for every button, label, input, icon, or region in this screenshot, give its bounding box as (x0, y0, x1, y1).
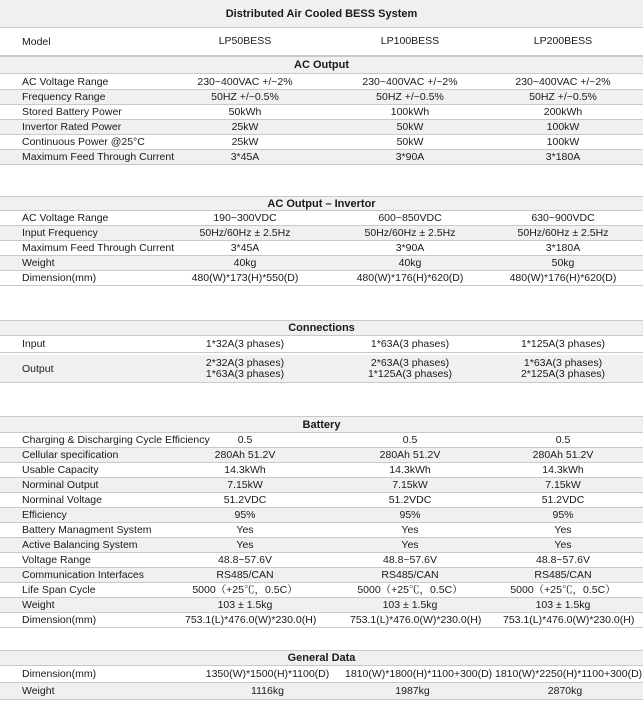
spec-value: 280Ah 51.2V (532, 448, 594, 461)
spec-value: Yes (401, 523, 419, 536)
spec-value: 40kg (398, 256, 422, 269)
section-header (0, 320, 643, 336)
spec-value: 51.2VDC (223, 493, 267, 506)
spec-row (0, 271, 643, 286)
spec-row (0, 583, 643, 598)
spec-value-stack (185, 358, 305, 380)
spec-value: 1*63A(3 phases) (523, 356, 603, 369)
spec-row (0, 120, 643, 135)
spec-row (0, 135, 643, 150)
spec-value: 3*90A (395, 150, 425, 163)
spec-value: 3*45A (230, 150, 260, 163)
spec-value: 600~850VDC (378, 211, 442, 224)
spec-value: 50HZ +/~0.5% (376, 90, 444, 103)
spec-value: 3*180A (545, 150, 581, 163)
spec-row (0, 433, 643, 448)
spec-label: Communication Interfaces (22, 569, 144, 581)
spec-value: 48.8~57.6V (382, 553, 437, 566)
spec-row (0, 666, 643, 683)
spec-value: 5000（+25℃，0.5C） (192, 583, 298, 596)
section-title: Battery (302, 418, 341, 431)
spec-value: 14.3kWh (224, 463, 266, 476)
spec-value: 200kWh (543, 105, 583, 118)
spec-label: Dimension(mm) (22, 614, 97, 626)
spec-row (0, 226, 643, 241)
document-title-bar (0, 0, 643, 28)
spec-value: 230~400VAC +/~2% (515, 75, 611, 88)
spec-value: 5000（+25℃，0.5C） (357, 583, 463, 596)
spec-value: 100kWh (390, 105, 430, 118)
spec-value: Yes (401, 538, 419, 551)
spec-value: 50HZ +/~0.5% (211, 90, 279, 103)
spec-label: Active Balancing System (22, 539, 138, 551)
spec-value: 1*63A(3 phases) (205, 367, 285, 380)
spec-label: Cellular specification (22, 449, 119, 461)
spec-value: 0.5 (402, 433, 418, 446)
spec-row (0, 613, 643, 628)
spec-value: 1810(W)*1800(H)*1100+300(D) (345, 667, 493, 680)
spec-label: Continuous Power @25°C (22, 136, 145, 148)
spec-value: 1810(W)*2250(H)*1100+300(D) (495, 667, 643, 680)
spec-row (0, 683, 643, 700)
spec-value: 7.15kW (227, 478, 263, 491)
spec-value: 480(W)*176(H)*620(D) (509, 271, 617, 284)
spec-value: 50kWh (228, 105, 262, 118)
section-header (0, 416, 643, 433)
spec-value: 103 ± 1.5kg (535, 598, 591, 611)
spec-value: 50kg (551, 256, 575, 269)
section-header (0, 196, 643, 211)
model-name: LP200BESS (533, 35, 593, 47)
spec-row (0, 538, 643, 553)
spec-value: 2*125A(3 phases) (520, 367, 606, 380)
spec-value: 51.2VDC (541, 493, 585, 506)
model-name: LP50BESS (218, 35, 272, 47)
spec-value: 480(W)*173(H)*550(D) (191, 271, 299, 284)
section-header (0, 56, 643, 74)
spec-value: 14.3kWh (542, 463, 584, 476)
spec-label: Charging & Discharging Cycle Efficiency (22, 434, 210, 446)
spec-value: 3*180A (545, 241, 581, 254)
spec-label: Weight (22, 685, 55, 697)
spec-value: 95% (234, 508, 256, 521)
spec-label: Output (22, 362, 54, 375)
spec-label: Weight (22, 599, 55, 611)
spec-label: Maximum Feed Through Current (22, 151, 175, 163)
spec-value: 753.1(L)*476.0(W)*230.0(H) (503, 613, 635, 626)
spec-row (0, 448, 643, 463)
spec-value: Yes (236, 538, 254, 551)
spec-value: 2*63A(3 phases) (370, 356, 450, 369)
spec-row (0, 75, 643, 90)
spec-value: 1*125A(3 phases) (520, 337, 606, 350)
spec-value: 280Ah 51.2V (379, 448, 441, 461)
spec-label: Voltage Range (22, 554, 91, 566)
spec-row (0, 508, 643, 523)
spec-value: 7.15kW (545, 478, 581, 491)
spec-value: 3*90A (395, 241, 425, 254)
spec-row (0, 211, 643, 226)
section-title: General Data (287, 652, 356, 664)
spec-row (0, 336, 643, 353)
spec-label: Input Frequency (22, 227, 98, 239)
spec-row (0, 241, 643, 256)
spec-value: 1*32A(3 phases) (205, 337, 285, 350)
spec-value: 103 ± 1.5kg (217, 598, 273, 611)
spec-value: 2*32A(3 phases) (205, 356, 285, 369)
spec-value: 1*63A(3 phases) (370, 337, 450, 350)
spec-value: 50Hz/60Hz ± 2.5Hz (199, 226, 291, 239)
spec-value: 3*45A (230, 241, 260, 254)
spec-label: Dimension(mm) (22, 668, 97, 680)
spec-value: 50HZ +/~0.5% (529, 90, 597, 103)
spec-label: Weight (22, 257, 55, 269)
model-row (0, 28, 643, 56)
spec-label: Efficiency (22, 509, 67, 521)
spec-row (0, 150, 643, 165)
spec-row (0, 463, 643, 478)
spec-value: 1116kg (251, 684, 284, 697)
spec-value: 103 ± 1.5kg (382, 598, 438, 611)
spec-value-stack (350, 358, 470, 380)
spec-label: Dimension(mm) (22, 272, 97, 284)
spec-value: 630~900VDC (531, 211, 595, 224)
spec-label: Invertor Rated Power (22, 121, 122, 133)
spec-value: 5000（+25℃，0.5C） (510, 583, 616, 596)
spec-value: RS485/CAN (534, 568, 592, 581)
model-label: Model (22, 35, 51, 48)
spec-value: RS485/CAN (381, 568, 439, 581)
spec-value: 48.8~57.6V (217, 553, 272, 566)
spec-row (0, 256, 643, 271)
spec-value: 95% (552, 508, 574, 521)
spec-value: 0.5 (555, 433, 571, 446)
spec-value: 1987kg (395, 684, 430, 697)
document-title: Distributed Air Cooled BESS System (225, 7, 418, 20)
model-name: LP100BESS (380, 35, 440, 47)
spec-label: Stored Battery Power (22, 106, 122, 118)
spec-row (0, 478, 643, 493)
spec-value: 25kW (231, 135, 259, 148)
spec-label: Norminal Output (22, 479, 99, 491)
spec-row (0, 568, 643, 583)
spec-row (0, 598, 643, 613)
spec-value: 230~400VAC +/~2% (197, 75, 293, 88)
spec-label: Battery Managment System (22, 524, 152, 536)
spec-row (0, 523, 643, 538)
spec-value: 50kW (396, 120, 424, 133)
spec-value: 7.15kW (392, 478, 428, 491)
spec-value: 50kW (396, 135, 424, 148)
section-title: Connections (288, 322, 355, 334)
spec-label: Life Span Cycle (22, 584, 96, 596)
spec-value: 14.3kWh (389, 463, 431, 476)
spec-label: Norminal Voltage (22, 494, 102, 506)
spec-value: 1350(W)*1500(H)*1100(D) (205, 667, 330, 680)
spec-label: AC Voltage Range (22, 212, 109, 224)
spec-value: 50Hz/60Hz ± 2.5Hz (364, 226, 456, 239)
spec-value: Yes (554, 538, 572, 551)
spec-value: 280Ah 51.2V (214, 448, 276, 461)
spec-label: Maximum Feed Through Current (22, 242, 175, 254)
spec-value: 190~300VDC (213, 211, 277, 224)
spec-value: 25kW (231, 120, 259, 133)
spec-value: 753.1(L)*476.0(W)*230.0(H) (350, 613, 482, 626)
spec-value: 40kg (233, 256, 257, 269)
spec-value: 1*125A(3 phases) (367, 367, 453, 380)
section-title: AC Output – Invertor (267, 197, 376, 210)
spec-row (0, 355, 643, 383)
spec-value: 0.5 (237, 433, 253, 446)
spec-label: Usable Capacity (22, 464, 99, 476)
spec-value: 48.8~57.6V (535, 553, 590, 566)
spec-value: 2870kg (547, 684, 583, 697)
spec-value: 50Hz/60Hz ± 2.5Hz (517, 226, 609, 239)
spec-row (0, 553, 643, 568)
spec-value: RS485/CAN (216, 568, 274, 581)
section-header (0, 650, 643, 666)
spec-value: Yes (554, 523, 572, 536)
spec-value: 51.2VDC (388, 493, 432, 506)
spec-row (0, 90, 643, 105)
spec-value: 753.1(L)*476.0(W)*230.0(H) (185, 613, 317, 626)
spec-value: 100kW (546, 120, 580, 133)
spec-value-stack (503, 358, 623, 380)
spec-value: 95% (399, 508, 421, 521)
spec-value: 480(W)*176(H)*620(D) (356, 271, 464, 284)
section-title: AC Output (294, 59, 349, 71)
spec-label: AC Voltage Range (22, 76, 109, 88)
spec-label: Frequency Range (22, 91, 106, 103)
spec-value: Yes (236, 523, 254, 536)
spec-row (0, 105, 643, 120)
spec-row (0, 493, 643, 508)
spec-value: 100kW (546, 135, 580, 148)
spec-value: 230~400VAC +/~2% (362, 75, 458, 88)
spec-label: Input (22, 338, 46, 350)
